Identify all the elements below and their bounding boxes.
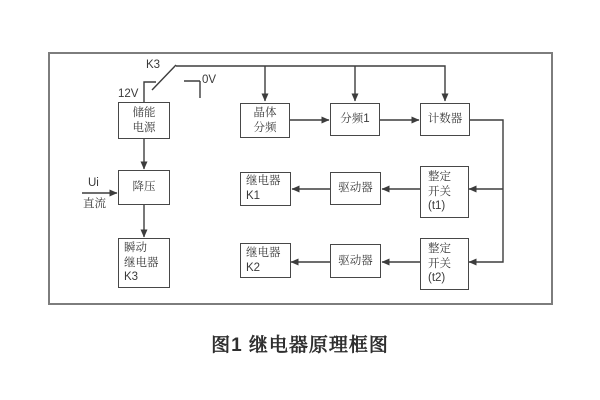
block-driver-2 <box>330 244 381 278</box>
figure-caption: 图1 继电器原理框图 <box>211 335 389 356</box>
supply-0v-label: 0V <box>202 74 217 86</box>
block-relay-k2 <box>240 243 291 278</box>
block-crystal-divider-line1: 晶体 <box>253 106 277 119</box>
block-relay-k1 <box>240 172 291 206</box>
block-driver-1 <box>330 172 381 205</box>
block-driver-1-line1: 驱动器 <box>338 182 373 195</box>
input-dc-label: 直流 <box>83 198 106 210</box>
switch-k3-label: K3 <box>146 59 161 71</box>
block-setting-t1-line2: 开关 <box>428 185 451 198</box>
block-storage-power <box>118 102 170 139</box>
wire-top-bus-to-counter <box>176 66 445 101</box>
switch-k3-icon <box>144 82 156 102</box>
input-ui-label: Ui <box>88 177 99 189</box>
block-relay-k1-line2: K1 <box>246 190 261 202</box>
block-counter <box>420 103 470 136</box>
block-divider-1-line1: 分频1 <box>340 113 370 126</box>
supply-12v-label: 12V <box>118 88 139 100</box>
zero-volt-terminal-icon <box>184 81 200 98</box>
block-instant-relay-line3: K3 <box>124 271 139 284</box>
block-relay-k2-line2: K2 <box>246 261 261 274</box>
block-instant-relay-line1: 瞬动 <box>124 241 147 254</box>
block-crystal-divider-line2: 分频 <box>253 121 277 134</box>
wire-counter-to-setting-t2 <box>469 120 503 262</box>
block-instant-relay-k3 <box>118 238 170 288</box>
block-instant-relay-line2: 继电器 <box>124 256 159 269</box>
block-setting-t2-line2: 开关 <box>428 257 451 270</box>
block-counter-line1: 计数器 <box>427 113 463 126</box>
block-setting-t1-line3: (t1) <box>428 200 446 213</box>
block-step-down <box>118 170 170 205</box>
block-divider-1 <box>330 103 380 136</box>
block-storage-power-line2: 电源 <box>132 121 156 134</box>
block-setting-t1-line1: 整定 <box>428 170 451 183</box>
block-relay-k2-line1: 继电器 <box>246 246 281 259</box>
block-driver-2-line1: 驱动器 <box>338 254 373 267</box>
block-setting-t2-line3: (t2) <box>428 272 446 285</box>
block-crystal-divider <box>240 103 290 138</box>
block-relay-k1-line1: 继电器 <box>246 175 281 188</box>
block-storage-power-line1: 储能 <box>132 106 156 119</box>
block-setting-switch-t2 <box>420 238 469 290</box>
block-setting-t2-line1: 整定 <box>428 242 451 255</box>
block-setting-switch-t1 <box>420 166 469 218</box>
block-step-down-line1: 降压 <box>132 181 156 194</box>
